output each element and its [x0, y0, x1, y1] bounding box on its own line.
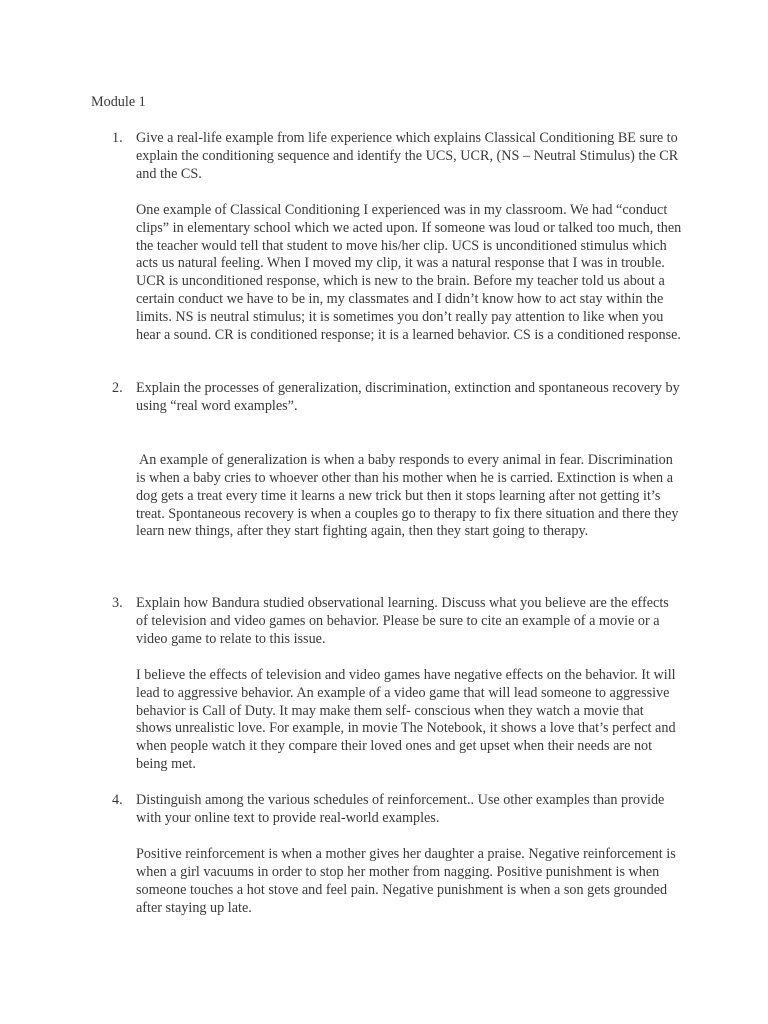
- answer-text: Positive reinforcement is when a mother gives her daughter a praise. Negative reinforcement is when a girl vacuums in order to stop her mother from nagging. Positive punishment is when someone touches a hot stove and feel pain. Negative punishment is when a son gets grounded after staying up late.: [136, 845, 676, 916]
- list-item: [112, 130, 682, 345]
- question-text: Explain how Bandura studied observational learning. Discuss what you believe are the effects of television and video games on behavior. Please be sure to cite an example of a movie or a video game to relate to this issue.: [136, 595, 669, 647]
- question-text: Explain the processes of generalization, discrimination, extinction and spontaneous recovery by using “real word examples”.: [136, 380, 680, 414]
- list-item: [112, 792, 682, 917]
- question-text: Distinguish among the various schedules of reinforcement.. Use other examples than provide with your online text to provide real-world examples.: [136, 792, 665, 826]
- item-number: 1.: [112, 130, 123, 146]
- item-number: 3.: [112, 595, 123, 611]
- list-item: [112, 595, 682, 774]
- item-number: 4.: [112, 792, 123, 808]
- list-item: [112, 380, 682, 541]
- answer-text: I believe the effects of television and video games have negative effects on the behavior. It will lead to aggressive behavior. An example of a video game that will lead someone to aggressive behavior is Call of Duty. It may make them self- conscious when they watch a movie that shows unrealistic love. For example, in movie The Notebook, it shows a love that’s perfect and when people watch it they compare their loved ones and get upset when their needs are not being met.: [136, 666, 676, 773]
- answer-text: An example of generalization is when a baby responds to every animal in fear. Discrimination is when a baby cries to whoever other than his mother when he is carried. Extinction is when a dog gets a treat every time it learns a new trick but then it stops learning after not getting it’s treat. Spontaneous recovery is when a couples go to therapy to fix there situation and there they learn new things, after they start fighting again, then they start going to therapy.: [136, 451, 679, 540]
- answer-text: One example of Classical Conditioning I experienced was in my classroom. We had “conduct clips” in elementary school which we acted upon. If someone was loud or talked too much, then the teacher would tell that student to move his/her clip. UCS is unconditioned stimulus which acts us natural feeling. When I moved my clip, it was a natural response that I was in trouble. UCR is unconditioned response, which is new to the brain. Before my teacher told us about a certain conduct we have to be in, my classmates and I didn’t know how to act stay within the limits. NS is neutral stimulus; it is sometimes you don’t really pay attention to like when you hear a sound. CR is conditioned response; it is a learned behavior. CS is a conditioned response.: [136, 201, 682, 344]
- page-title: Module 1: [91, 94, 146, 110]
- item-number: 2.: [112, 380, 123, 396]
- question-text: Give a real-life example from life experience which explains Classical Conditioning BE sure to explain the conditioning sequence and identify the UCS, UCR, (NS – Neutral Stimulus) the CR and the CS.: [136, 130, 679, 182]
